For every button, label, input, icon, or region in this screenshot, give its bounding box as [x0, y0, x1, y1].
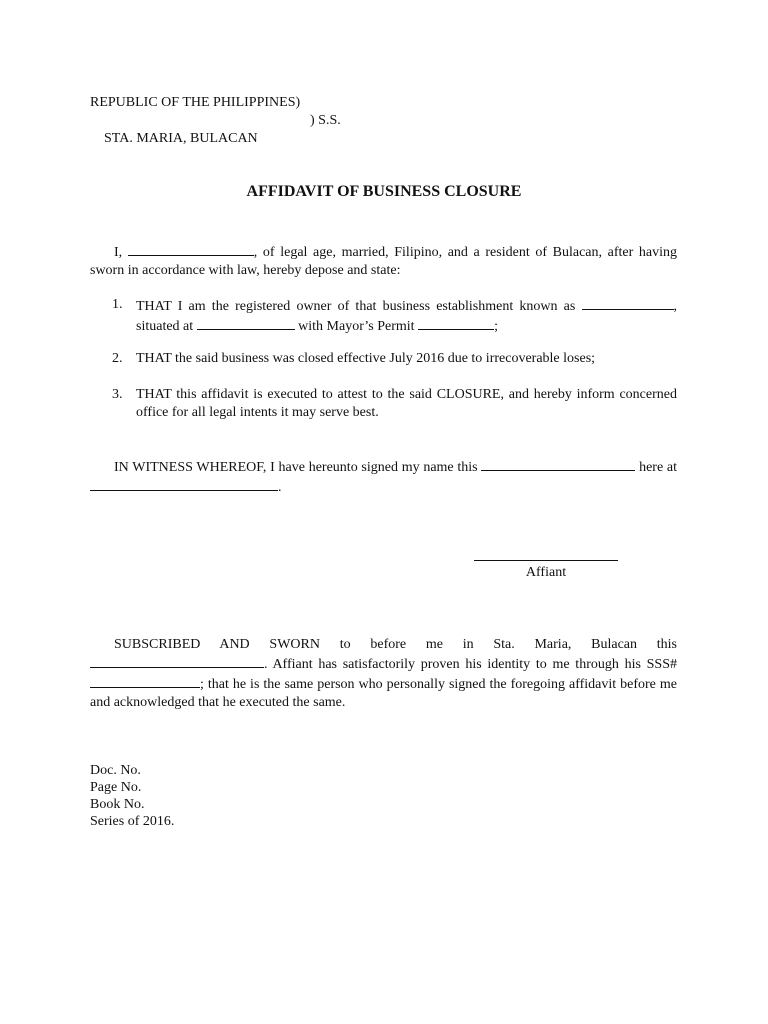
caption-republic: REPUBLIC OF THE PHILIPPINES) [90, 95, 301, 110]
witness-text-c: . [278, 480, 282, 495]
caption-venue [90, 112, 258, 166]
caption-venue-location: STA. MARIA, BULACAN [104, 131, 258, 146]
intro-start: I, [114, 245, 123, 260]
place-blank [90, 477, 278, 491]
item1-text-a: THAT I am the registered owner of that business establishment known as [136, 299, 576, 314]
affiant-label: Affiant [525, 565, 567, 580]
item1-text-b: , [673, 299, 677, 314]
item1-line1 [136, 296, 677, 316]
jurat-text-c: ; that he is the same person who personally signed the foregoing affidavit before me and acknowledged that he executed the same. [90, 677, 677, 710]
name-blank [128, 242, 254, 256]
document-title: AFFIDAVIT OF BUSINESS CLOSURE [246, 183, 522, 200]
list-item-number: 1. [112, 297, 123, 312]
series-year: Series of 2016. [90, 814, 175, 829]
location-blank [197, 316, 295, 330]
witness-paragraph [90, 457, 677, 497]
witness-text-a: IN WITNESS WHEREOF, I have hereunto signed my name this [114, 460, 478, 475]
item1-text-e: ; [494, 319, 498, 334]
jurat-text-b: . Affiant has satisfactorily proven his identity to me through his SSS# [264, 657, 677, 672]
list-item-number: 2. [112, 351, 123, 366]
list-item-number: 3. [112, 387, 123, 402]
sss-number-blank [90, 674, 200, 688]
jurat-date-blank [90, 654, 264, 668]
affiant-signature-line [474, 560, 618, 561]
item1-text-d: with Mayor’s Permit [298, 319, 415, 334]
book-number: Book No. [90, 797, 145, 812]
doc-number: Doc. No. [90, 763, 141, 778]
intro-paragraph [90, 242, 677, 280]
list-item-text [136, 296, 677, 336]
page-number: Page No. [90, 780, 142, 795]
jurat-paragraph [90, 636, 677, 712]
witness-text-b: here at [639, 460, 678, 475]
date-blank [481, 457, 635, 471]
business-name-blank [582, 296, 674, 310]
caption-ss: ) S.S. [310, 113, 341, 128]
item1-line2 [136, 316, 677, 336]
permit-number-blank [418, 316, 494, 330]
list-item-text: THAT this affidavit is executed to attest to the said CLOSURE, and hereby inform concerned office for all legal intents it may serve best. [136, 387, 677, 420]
item1-text-c: situated at [136, 319, 194, 334]
list-item-text: THAT the said business was closed effective July 2016 due to irrecoverable loses; [136, 351, 596, 366]
intro-rest: , of legal age, married, Filipino, and a resident of Bulacan, after having sworn in accordance with law, hereby depose and state: [90, 245, 677, 278]
jurat-text-a: SUBSCRIBED AND SWORN to before me in Sta. Maria, Bulacan this [114, 637, 677, 652]
